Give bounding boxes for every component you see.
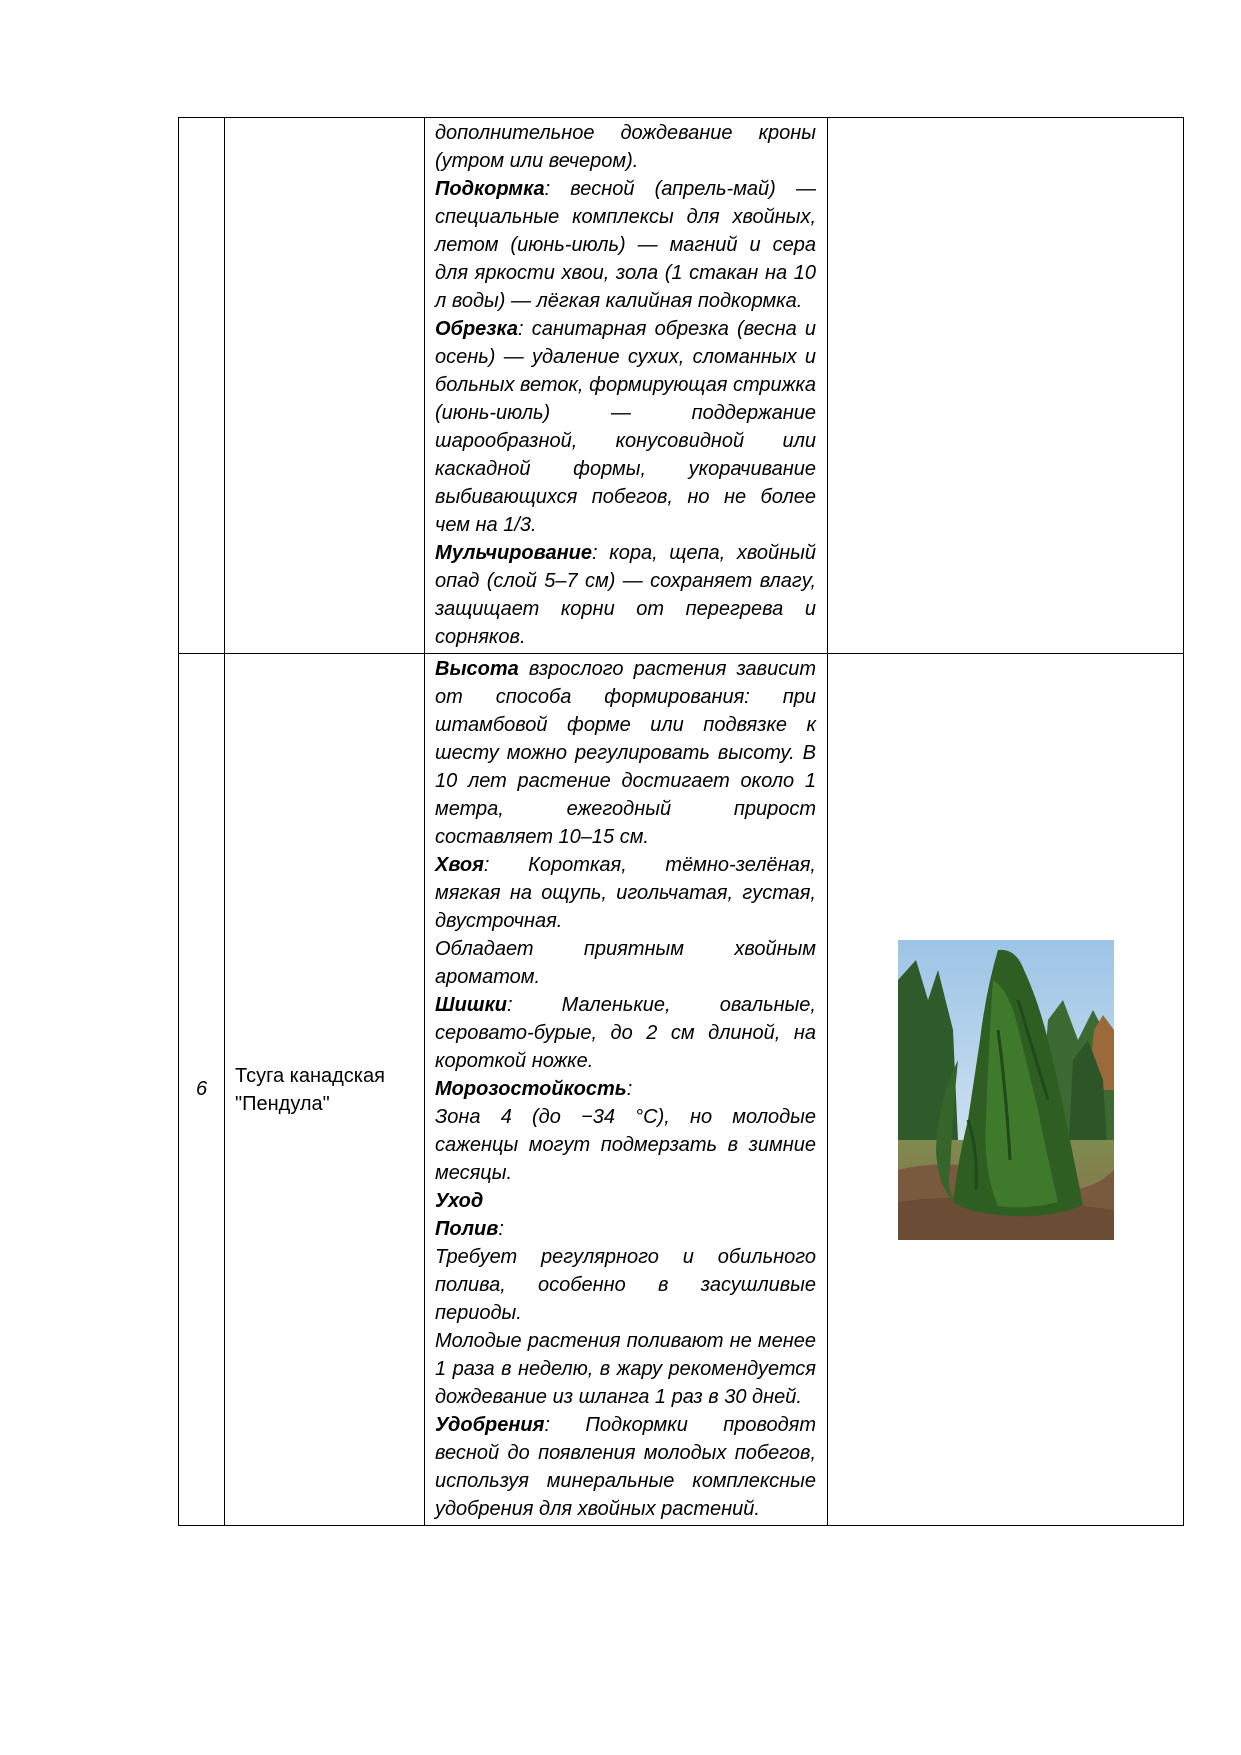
paragraph: Уход [435, 1190, 484, 1212]
name-cell [225, 118, 425, 654]
photo-cell [828, 118, 1184, 654]
number-cell [179, 118, 225, 654]
row-number: 6 [179, 654, 225, 1526]
paragraph: Высота взрослого растения зависит от способа формирования: при штамбовой форме или подвязке к шесту можно регулировать высоту. В 10 лет растение достигает около 1 метра, ежегодный прирост составляет 10–15 см. [435, 658, 816, 848]
description-cell [425, 654, 828, 1526]
table-row-continued [179, 118, 1184, 654]
paragraph: Молодые растения поливают не менее 1 раза в неделю, в жару рекомендуется дождевание из шланга 1 раз в 30 дней. [435, 1330, 816, 1408]
paragraph: Требует регулярного и обильного полива, особенно в засушливые периоды. [435, 1246, 816, 1324]
paragraph: Мульчирование: кора, щепа, хвойный опад (слой 5–7 см) — сохраняет влагу, защищает корни от перегрева и сорняков. [435, 542, 816, 648]
paragraph: Удобрения: Подкормки проводят весной до появления молодых побегов, используя минеральные комплексные удобрения для хвойных растений. [435, 1414, 816, 1520]
plant-name-line: Тсуга канадская [235, 1064, 385, 1087]
weeping-hemlock-photo [898, 940, 1114, 1240]
paragraph: Обрезка: санитарная обрезка (весна и осень) — удаление сухих, сломанных и больных веток, формирующая стрижка (июнь-июль) — поддержание шарообразной, конусовидной или каскадной формы, укорачивание выбивающихся побегов, но не более чем на 1/3. [435, 318, 816, 536]
paragraph: Морозостойкость: [435, 1078, 633, 1100]
paragraph: Обладает приятным хвойным ароматом. [435, 938, 816, 988]
paragraph: дополнительное дождевание кроны (утром или вечером). [435, 122, 816, 172]
paragraph: Шишки: Маленькие, овальные, серовато-бурые, до 2 см длиной, на короткой ножке. [435, 994, 816, 1072]
paragraph: Хвоя: Короткая, тёмно-зелёная, мягкая на ощупь, игольчатая, густая, двустрочная. [435, 854, 816, 932]
paragraph: Зона 4 (до −34 °С), но молодые саженцы могут подмерзать в зимние месяцы. [435, 1106, 816, 1184]
plant-table [178, 117, 1184, 1526]
table-row-6 [179, 654, 1184, 1526]
description-cell [425, 118, 828, 654]
plant-name-cell [225, 654, 425, 1526]
paragraph: Подкормка: весной (апрель-май) — специальные комплексы для хвойных, летом (июнь-июль) — магний и сера для яркости хвои, зола (1 стакан на 10 л воды) — лёгкая калийная подкормка. [435, 178, 816, 312]
photo-cell [828, 654, 1184, 1526]
plant-variety-line: "Пендула" [235, 1092, 330, 1115]
paragraph: Полив: [435, 1218, 504, 1240]
